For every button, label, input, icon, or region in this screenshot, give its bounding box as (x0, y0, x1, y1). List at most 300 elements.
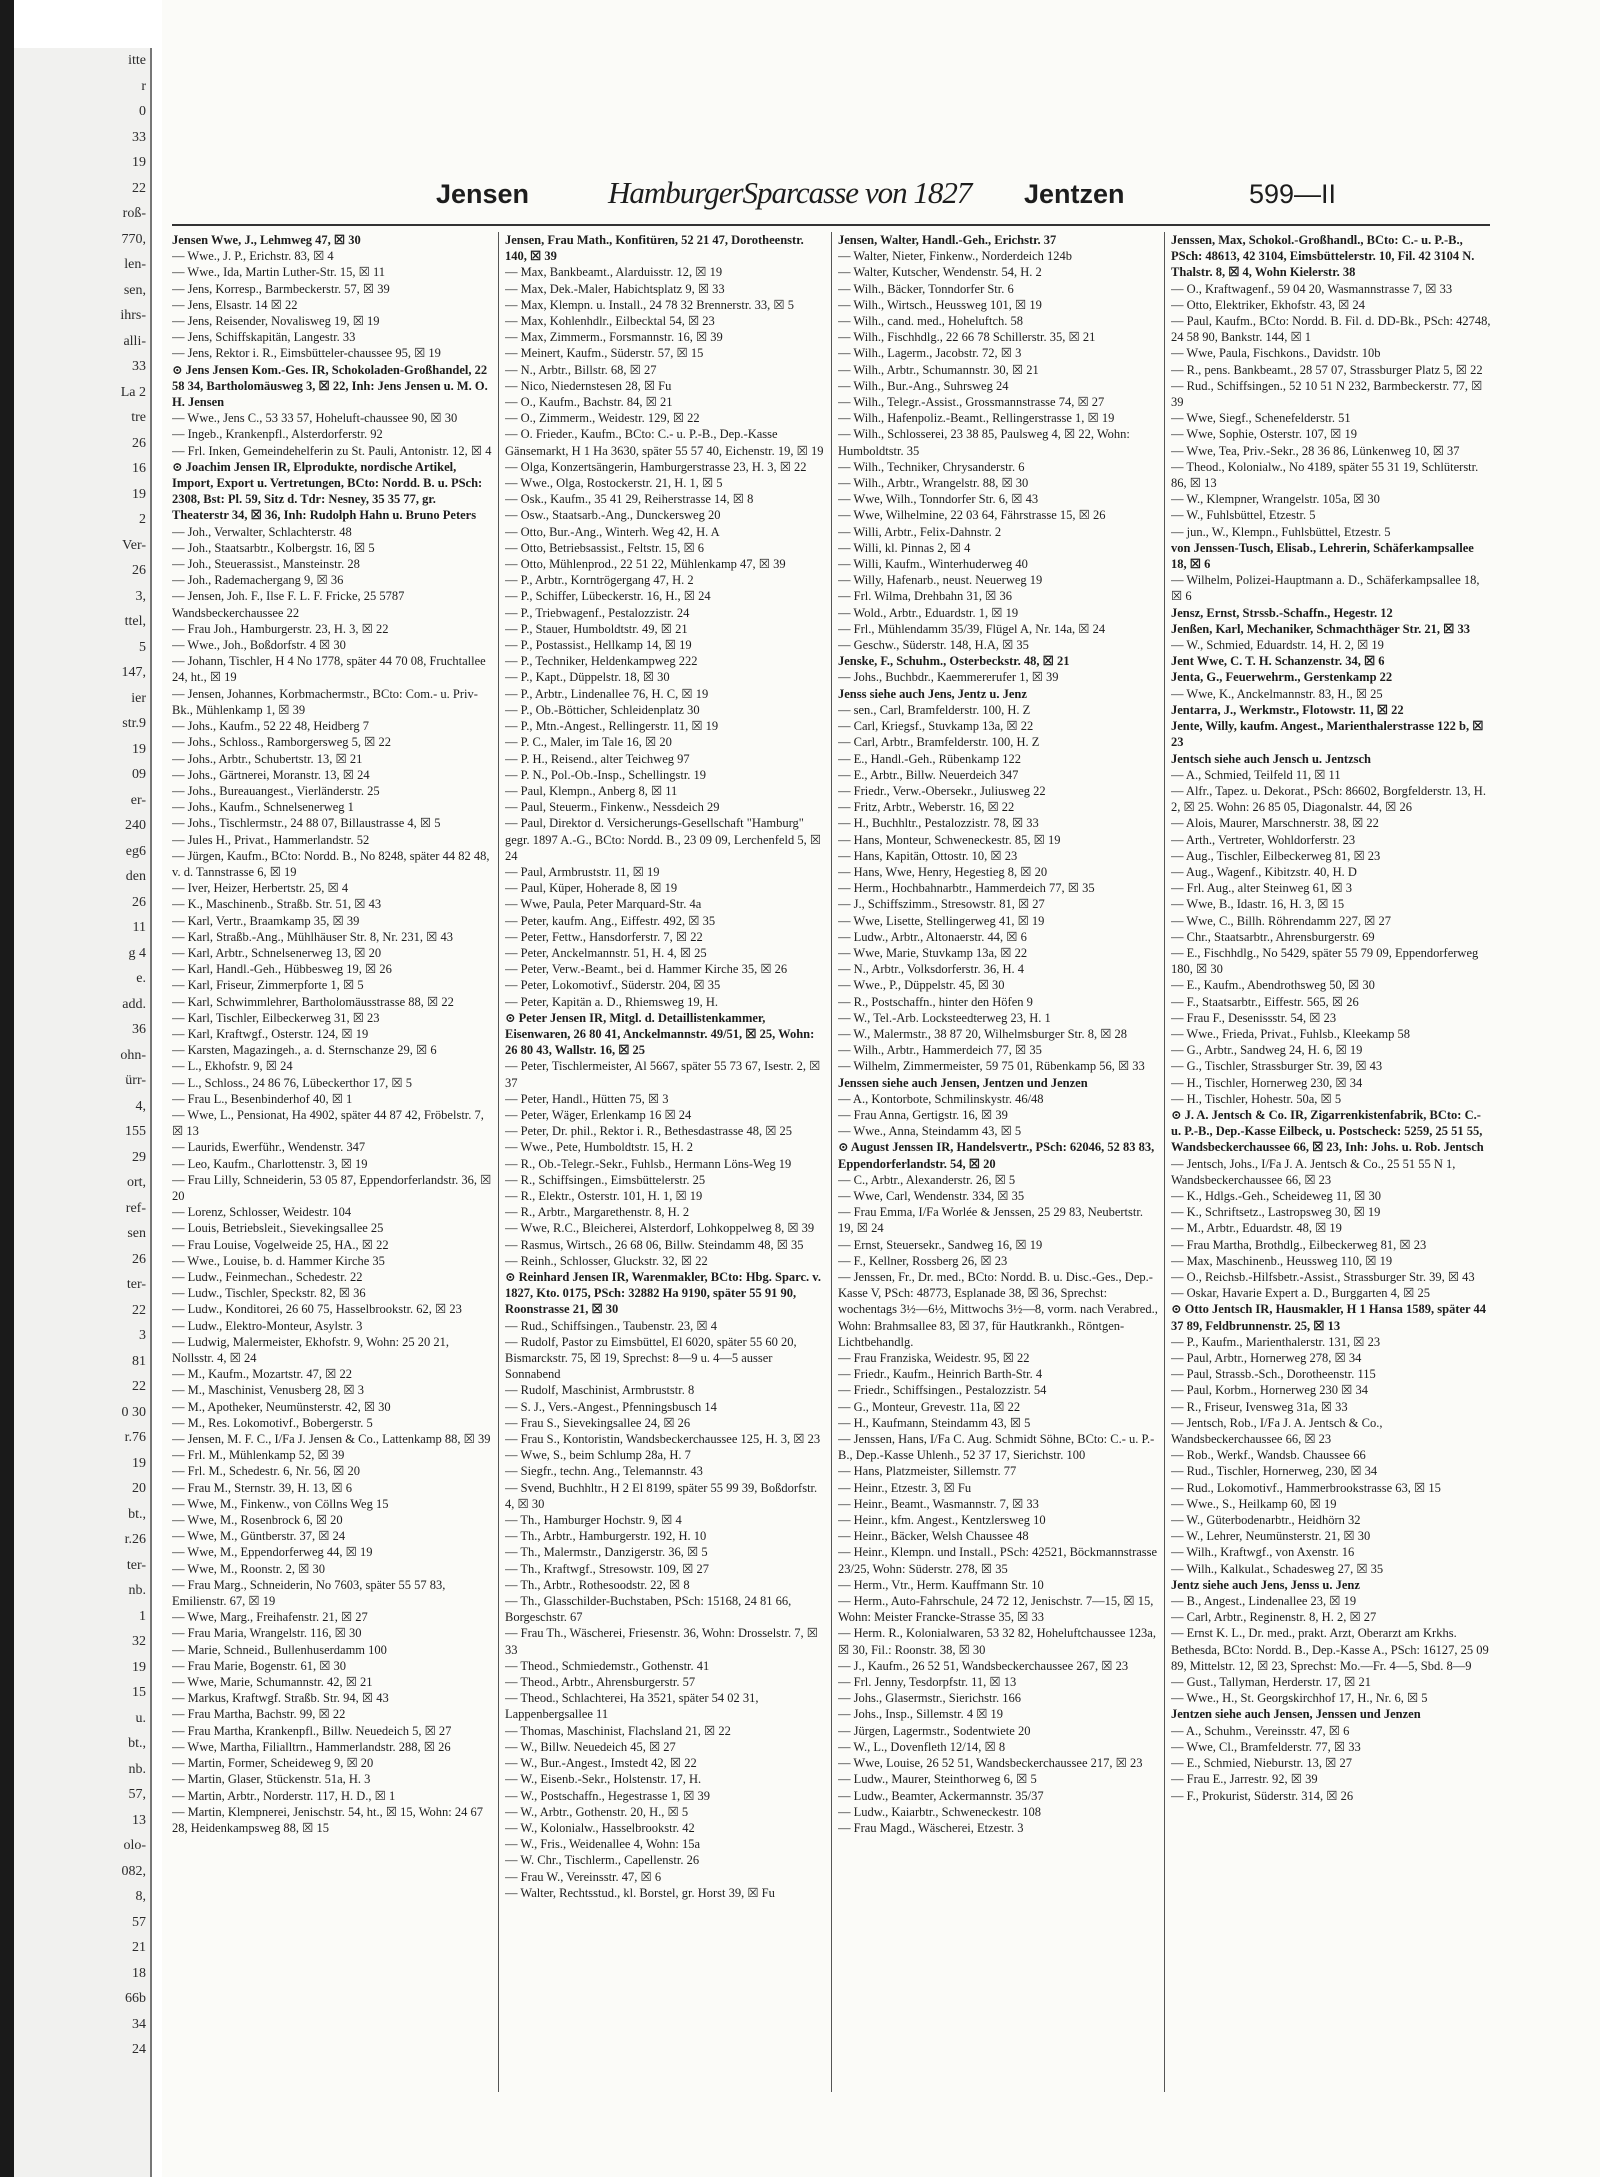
directory-entry: — M., Kaufm., Mozartstr. 47, ☒ 22 (172, 1367, 352, 1382)
directory-entry: — Max, Dek.-Maler, Habichtsplatz 9, ☒ 33 (505, 281, 725, 296)
directory-entry: — Karl, Tischler, Eilbeckerweg 31, ☒ 23 (172, 1010, 380, 1025)
previous-page-fragment: ohn- (120, 1047, 146, 1063)
directory-entry: — Frau Martha, Krankenpfl., Billw. Neuedeich 5, ☒ 27 (172, 1723, 452, 1738)
directory-entry: — R., Schiffsingen., Eimsbüttelerstr. 25 (505, 1172, 706, 1187)
directory-entry: — Frau Maria, Wrangelstr. 116, ☒ 30 (172, 1626, 362, 1641)
directory-entry: — W., Postschaffn., Hegestrasse 1, ☒ 39 (505, 1788, 711, 1803)
previous-page-fragment: 19 (132, 155, 146, 170)
directory-entry: — Jens, Reisender, Novalisweg 19, ☒ 19 (172, 314, 380, 329)
directory-entry: — K., Maschinenb., Straßb. Str. 51, ☒ 43 (172, 897, 382, 912)
directory-entry: — P. H., Reisend., alter Teichweg 97 (505, 751, 690, 766)
directory-entry: — Wwe., Anna, Steindamm 43, ☒ 5 (838, 1124, 1022, 1139)
directory-entry: — Frau Joh., Hamburgerstr. 23, H. 3, ☒ 22 (172, 621, 389, 636)
directory-entry: — Wwe, Lisette, Stellingerweg 41, ☒ 19 (838, 913, 1045, 928)
directory-entry: — Th., Glasschilder-Buchstaben, PSch: 15168, 24 81 66, Borgeschstr. 67 (505, 1594, 792, 1625)
directory-entry: — Peter, Fettw., Hansdorferstr. 7, ☒ 22 (505, 929, 703, 944)
directory-entry: Jentz siehe auch Jens, Jenss u. Jenz (1171, 1577, 1360, 1592)
directory-entry: — Ludw., Arbtr., Altonaerstr. 44, ☒ 6 (838, 929, 1027, 944)
directory-entry: — Wwe, Marie, Stuvkamp 13a, ☒ 22 (838, 945, 1028, 960)
directory-entry: — Thomas, Maschinist, Flachsland 21, ☒ 22 (505, 1723, 731, 1738)
directory-entry: — Johs., Arbtr., Schubertstr. 13, ☒ 21 (172, 751, 363, 766)
directory-entry: — Walter, Kutscher, Wendenstr. 54, H. 2 (838, 265, 1042, 280)
directory-entry: — Th., Arbtr., Hamburgerstr. 192, H. 10 (505, 1529, 707, 1544)
directory-entry: — Ludw., Elektro-Monteur, Asylstr. 3 (172, 1318, 363, 1333)
directory-entry: — O., Reichsb.-Hilfsbetr.-Assist., Strassburger Str. 39, ☒ 43 (1171, 1270, 1475, 1284)
directory-entry: — Wwe, M., Rosenbrock 6, ☒ 20 (172, 1513, 343, 1528)
previous-page-fragment: 36 (132, 1022, 146, 1037)
directory-entry: — Peter, Handl., Hütten 75, ☒ 3 (505, 1091, 669, 1106)
directory-entry: — Laurids, Ewerführ., Wendenstr. 347 (172, 1140, 366, 1155)
directory-entry: — Frl. Jenny, Tesdorpfstr. 11, ☒ 13 (838, 1675, 1017, 1690)
directory-entry: — Karl, Straßb.-Ang., Mühlhäuser Str. 8, Nr. 231, ☒ 43 (172, 929, 453, 944)
directory-entry: — Frau E., Jarrestr. 92, ☒ 39 (1171, 1772, 1318, 1787)
directory-entry: — Wwe., J. P., Erichstr. 83, ☒ 4 (172, 249, 334, 264)
directory-entry: — W., Schmied, Eduardstr. 14, H. 2, ☒ 19 (1171, 638, 1384, 653)
directory-entry: — R., pens. Bankbeamt., 28 57 07, Strassburger Platz 5, ☒ 22 (1171, 362, 1483, 377)
directory-entry: — Willi, kl. Pinnas 2, ☒ 4 (838, 540, 971, 555)
previous-page-fragment: 22 (132, 180, 146, 196)
directory-entry: — Johann, Tischler, H 4 No 1778, später 44 70 08, Fruchtallee 24, ht., ☒ 19 (172, 654, 486, 685)
directory-entry: — Frl. Aug., alter Steinweg 61, ☒ 3 (1171, 881, 1352, 896)
directory-entry: — Frau Anna, Gertigstr. 16, ☒ 39 (838, 1107, 1008, 1122)
previous-page-fragment: 15 (132, 1685, 146, 1700)
directory-entry: — Paul, Strassb.-Sch., Dorotheenstr. 115 (1171, 1367, 1376, 1382)
directory-entry: — P., Stauer, Humboldtstr. 49, ☒ 21 (505, 621, 688, 636)
directory-entry: — Wilh., Schlosserei, 23 38 85, Paulsweg 4, ☒ 22, Wohn: Humboldtstr. 35 (838, 427, 1130, 458)
directory-entry: — Jürgen, Kaufm., BCto: Nordd. B., No 8248, später 44 82 48, v. d. Tannstrasse 6, ☒ 19 (172, 848, 490, 879)
previous-page-fragment: str.9 (122, 716, 146, 731)
directory-entry: — Herm. R., Kolonialwaren, 53 32 82, Hoheluftchaussee 123a, ☒ 30, Fil.: Roonstr. 38, ☒ 30 (838, 1626, 1156, 1657)
directory-entry: — Paul, Direktor d. Versicherungs-Gesellschaft "Hamburg" gegr. 1897 A.-G., BCto: Nordd. B., 23 09 09, Lerchenfeld 5, ☒ 24 (505, 816, 822, 863)
directory-entry: — Leo, Kaufm., Charlottenstr. 3, ☒ 19 (172, 1156, 368, 1171)
directory-entry: Jensen, Frau Math., Konfitüren, 52 21 47, Dorotheenstr. 140, ☒ 39 (505, 233, 804, 264)
directory-entry: — Wwe, Martha, Filialltrn., Hammerlandstr. 288, ☒ 26 (172, 1739, 451, 1754)
directory-entry: — Th., Malermstr., Danzigerstr. 36, ☒ 5 (505, 1545, 708, 1560)
directory-entry: — Frau F., Desenissstr. 54, ☒ 23 (1171, 1010, 1337, 1025)
directory-entry: — F., Prokurist, Süderstr. 314, ☒ 26 (1171, 1788, 1354, 1803)
directory-entry: — Wwe., Olga, Rostockerstr. 21, H. 1, ☒ 5 (505, 476, 723, 491)
directory-entry: — B., Angest., Lindenallee 23, ☒ 19 (1171, 1594, 1357, 1609)
directory-entry: — Markus, Kraftwgf. Straßb. Str. 94, ☒ 43 (172, 1691, 389, 1706)
previous-page-fragment: g 4 (128, 945, 146, 961)
directory-entry: — J., Schiffszimm., Stresowstr. 81, ☒ 27 (838, 897, 1045, 912)
directory-entry: — Jensen, Joh. F., Ilse F. L. F. Fricke, 25 5787 Wandsbeckerchaussee 22 (172, 589, 405, 620)
directory-entry: ⊙ Peter Jensen IR, Mitgl. d. Detaillistenkammer, Eisenwaren, 26 80 41, Anckelmannstr. 49/51, ☒ 25, Wohn: 26 80 43, Wallstr. 16, ☒ 25 (505, 1010, 815, 1058)
directory-entry: — Aug., Wagenf., Kibitzstr. 40, H. D (1171, 864, 1357, 879)
directory-entry: — Peter, Tischlermeister, Al 5667, später 55 73 67, Isestr. 2, ☒ 37 (505, 1059, 821, 1090)
directory-entry: — Johs., Kaufm., 52 22 48, Heidberg 7 (172, 719, 369, 734)
directory-entry: — E., Fischhdlg., No 5429, später 55 79 09, Eppendorferweg 180, ☒ 30 (1171, 945, 1479, 977)
directory-entry: — Olga, Konzertsängerin, Hamburgerstrasse 23, H. 3, ☒ 22 (505, 459, 807, 474)
previous-page-fragment: 770, (121, 231, 146, 247)
directory-entry: — Herm., Vtr., Herm. Kauffmann Str. 10 (838, 1577, 1044, 1592)
directory-entry: — Ludw., Maurer, Steinthorweg 6, ☒ 5 (838, 1772, 1037, 1787)
previous-page-fragment: olo- (123, 1838, 146, 1853)
directory-entry: Jensz, Ernst, Strssb.-Schaffn., Hegestr. 12 (1171, 605, 1393, 620)
directory-entry: — M., Arbtr., Eduardstr. 48, ☒ 19 (1171, 1221, 1342, 1236)
previous-page-fragment: 57, (128, 1787, 146, 1802)
previous-page-fragment: Ver- (122, 537, 146, 553)
directory-entry: — Frau Martha, Bachstr. 99, ☒ 22 (172, 1707, 346, 1722)
directory-entry: — Paul, Armbruststr. 11, ☒ 19 (505, 864, 660, 879)
directory-entry: — Frl. M., Schedestr. 6, Nr. 56, ☒ 20 (172, 1464, 360, 1479)
directory-entry: — Wwe, Carl, Wendenstr. 334, ☒ 35 (838, 1188, 1025, 1203)
previous-page-fragment: ürr- (125, 1073, 146, 1088)
directory-entry: — Fritz, Arbtr., Weberstr. 16, ☒ 22 (838, 800, 1015, 815)
directory-entry: — Jentsch, Johs., I/Fa J. A. Jentsch & Co., 25 51 55 N 1, Wandsbeckerchaussee 66, ☒ 23 (1171, 1156, 1456, 1187)
directory-entry: — Carl, Kriegsf., Stuvkamp 13a, ☒ 22 (838, 719, 1034, 734)
directory-entry: — W. Chr., Tischlerm., Capellenstr. 26 (505, 1853, 700, 1868)
directory-entry: — W., Klempner, Wrangelstr. 105a, ☒ 30 (1171, 492, 1380, 507)
sparcasse-logo: HamburgerSparcasse von 1827 (608, 175, 972, 210)
directory-entry: — Johs., Kaufm., Schnelsenerweg 1 (172, 800, 354, 815)
directory-entry: — Frl. Inken, Gemeindehelferin zu St. Pauli, Antonistr. 12, ☒ 4 (172, 443, 492, 458)
directory-entry: — Theod., Schmiedemstr., Gothenstr. 41 (505, 1658, 710, 1673)
directory-entry: — Jens, Rektor i. R., Eimsbütteler-chaussee 95, ☒ 19 (172, 346, 441, 361)
directory-entry: — S. J., Vers.-Angest., Pfenningsbusch 14 (505, 1399, 717, 1414)
directory-entry: — Frl. M., Mühlenkamp 52, ☒ 39 (172, 1448, 345, 1463)
directory-entry: — Frau Franziska, Weidestr. 95, ☒ 22 (838, 1351, 1030, 1366)
directory-entry: — Hans, Wwe, Henry, Hegestieg 8, ☒ 20 (838, 864, 1048, 879)
previous-page-fragment: 0 (139, 104, 146, 119)
directory-entry: — Arth., Vertreter, Wohldorferstr. 23 (1171, 832, 1356, 847)
directory-entry: — Heinr., Etzestr. 3, ☒ Fu (838, 1480, 972, 1495)
directory-entry: — Max, Klempn. u. Install., 24 78 32 Brennerstr. 33, ☒ 5 (505, 297, 794, 312)
previous-page-fragment: 3, (135, 588, 146, 604)
previous-page-fragment: e. (136, 971, 146, 986)
previous-page-fragment: nb. (128, 1583, 146, 1598)
directory-entry: — Rud., Tischler, Hornerweg, 230, ☒ 34 (1171, 1464, 1378, 1479)
directory-entry: — Reinh., Schlosser, Gluckstr. 32, ☒ 22 (505, 1253, 708, 1268)
previous-page-fragment: 26 (132, 563, 146, 578)
directory-entry: — F., Kellner, Rossberg 26, ☒ 23 (838, 1253, 1008, 1268)
directory-entry: — G., Tischler, Strassburger Str. 39, ☒ 43 (1171, 1059, 1383, 1074)
directory-entry: — Max, Zimmerm., Forsmannstr. 16, ☒ 39 (505, 330, 723, 345)
directory-entry: — P., Ob.-Bötticher, Schleidenplatz 30 (505, 702, 700, 717)
directory-entry: — Willi, Arbtr., Felix-Dahnstr. 2 (838, 524, 1002, 539)
directory-entry: — W., Tel.-Arb. Locksteedterweg 23, H. 1 (838, 1010, 1051, 1025)
directory-entry: — Max, Kohlenhdlr., Eilbecktal 54, ☒ 23 (505, 314, 715, 329)
directory-entry: — Wilh., Arbtr., Hammerdeich 77, ☒ 35 (838, 1043, 1042, 1058)
directory-entry: — Rud., Schiffsingen., Taubenstr. 23, ☒ 4 (505, 1318, 717, 1333)
directory-entry: — Oskar, Havarie Expert a. D., Burggarten 4, ☒ 25 (1171, 1286, 1431, 1301)
column-3 (838, 232, 1158, 2092)
directory-entry: — H., Buchhltr., Pestalozzistr. 78, ☒ 33 (838, 816, 1039, 831)
previous-page-fragment: 1 (139, 1608, 146, 1624)
directory-entry: — W., L., Dovenfleth 12/14, ☒ 8 (838, 1739, 1006, 1754)
directory-entry: — W., Lehrer, Neumünsterstr. 21, ☒ 30 (1171, 1529, 1371, 1544)
directory-entry: — Rudolf, Maschinist, Armbruststr. 8 (505, 1383, 695, 1398)
directory-entry: — C., Arbtr., Alexanderstr. 26, ☒ 5 (838, 1172, 1016, 1187)
running-head (162, 175, 1600, 225)
directory-entry: — G., Monteur, Grevestr. 11a, ☒ 22 (838, 1399, 1021, 1414)
directory-entry: — Wwe, Cl., Bramfelderstr. 77, ☒ 33 (1171, 1739, 1361, 1754)
previous-page-fragment: itte (128, 53, 146, 68)
directory-entry: — Theod., Schlachterei, Ha 3521, später 54 02 31, Lappenbergsallee 11 (505, 1691, 759, 1722)
previous-page-fragment: 66b (125, 1991, 146, 2006)
directory-entry: — Wwe, M., Roonstr. 2, ☒ 30 (172, 1561, 325, 1576)
directory-entry: — Otto, Mühlenprod., 22 51 22, Mühlenkamp 47, ☒ 39 (505, 557, 786, 572)
directory-entry: — Nico, Niedernstesen 28, ☒ Fu (505, 378, 672, 393)
directory-entry: — Paul, Kaufm., BCto: Nordd. B. Fil. d. DD-Bk., PSch: 42748, 24 58 90, Bankstr. 144, ☒ 1 (1171, 314, 1491, 345)
previous-page-fragment: 11 (132, 920, 146, 935)
directory-entry: — Ludwig, Malermeister, Ekhofstr. 9, Wohn: 25 20 21, Nollsstr. 4, ☒ 24 (172, 1334, 450, 1366)
directory-entry: — Wwe, M., Güntberstr. 37, ☒ 24 (172, 1529, 346, 1544)
directory-entry: — Wwe, Sophie, Osterstr. 107, ☒ 19 (1171, 427, 1357, 442)
previous-page-fragment: 8, (135, 1889, 146, 1904)
directory-entry: — Peter, Verw.-Beamt., bei d. Hammer Kirche 35, ☒ 26 (505, 962, 788, 977)
directory-entry: — Jens, Schiffskapitän, Langestr. 33 (172, 330, 356, 345)
previous-page-fragment: 33 (132, 359, 146, 374)
directory-entry: — Friedr., Schiffsingen., Pestalozzistr. 54 (838, 1383, 1047, 1398)
directory-entry: — Karl, Vertr., Braamkamp 35, ☒ 39 (172, 913, 360, 928)
directory-entry: — Wilh., Arbtr., Wrangelstr. 88, ☒ 30 (838, 476, 1029, 491)
directory-entry: — Louis, Betriebsleit., Sievekingsallee 25 (172, 1221, 384, 1236)
directory-entry: — A., Kontorbote, Schmilinskystr. 46/48 (838, 1091, 1044, 1106)
directory-entry: ⊙ August Jenssen IR, Handelsvertr., PSch: 62046, 52 83 83, Eppendorferlandstr. 54, ☒ 20 (838, 1140, 1155, 1171)
directory-entry: — E., Arbtr., Billw. Neuerdeich 347 (838, 767, 1019, 782)
previous-page-fragment: eg6 (125, 843, 146, 859)
directory-entry: — Joh., Verwalter, Schlachterstr. 48 (172, 524, 352, 539)
directory-entry: — Hans, Monteur, Schweneckestr. 85, ☒ 19 (838, 832, 1061, 847)
directory-entry: — Walter, Nieter, Finkenw., Norderdeich 124b (838, 249, 1073, 264)
directory-entry: Jente, Willy, kaufm. Angest., Marienthalerstrasse 122 b, ☒ 23 (1171, 719, 1484, 750)
previous-page-fragment: 26 (132, 1251, 146, 1267)
directory-entry: — Theod., Kolonialw., No 4189, später 55 31 19, Schlüterstr. 86, ☒ 13 (1171, 459, 1479, 491)
directory-entry: — Karl, Friseur, Zimmerpforte 1, ☒ 5 (172, 978, 364, 993)
directory-entry: Jensen Wwe, J., Lehmweg 47, ☒ 30 (172, 233, 361, 247)
directory-entry: — Aug., Tischler, Eilbeckerweg 81, ☒ 23 (1171, 848, 1381, 863)
directory-entry: — Gust., Tallyman, Herderstr. 17, ☒ 21 (1171, 1675, 1372, 1690)
previous-page-fragment: 29 (132, 1149, 146, 1165)
directory-entry: — Iver, Heizer, Herbertstr. 25, ☒ 4 (172, 881, 349, 896)
directory-entry: — Johs., Schloss., Ramborgersweg 5, ☒ 22 (172, 735, 391, 750)
directory-entry: — Wilh., cand. med., Hoheluftch. 58 (838, 314, 1023, 329)
previous-page-fragment: len- (124, 257, 146, 272)
directory-entry: — Frau L., Besenbinderhof 40, ☒ 1 (172, 1091, 353, 1106)
directory-entry: — Heinr., kfm. Angest., Kentzlersweg 10 (838, 1513, 1046, 1528)
directory-entry: — Hans, Kapitän, Ottostr. 10, ☒ 23 (838, 848, 1018, 863)
directory-entry: — Martin, Glaser, Stückenstr. 51a, H. 3 (172, 1772, 371, 1787)
directory-entry: — P., Kaufm., Marienthalerstr. 131, ☒ 23 (1171, 1334, 1381, 1349)
directory-entry: — Johs., Insp., Sillemstr. 4 ☒ 19 (838, 1707, 1004, 1722)
directory-entry: — Wwe, B., Idastr. 16, H. 3, ☒ 15 (1171, 897, 1345, 912)
previous-page-fragment: 16 (132, 461, 146, 476)
directory-entry: — Alfr., Tapez. u. Dekorat., PSch: 86602, Borgfelderstr. 13, H. 2, ☒ 25. Wohn: 26 85 05, Diagonalstr. 44, ☒ 26 (1171, 783, 1486, 815)
directory-entry: — Rud., Schiffsingen., 52 10 51 N 232, Barmbeckerstr. 77, ☒ 39 (1171, 378, 1483, 410)
directory-entry: — Heinr., Beamt., Wasmannstr. 7, ☒ 33 (838, 1496, 1039, 1511)
previous-page-fragment: er- (130, 792, 146, 808)
previous-page-fragment: ttel, (124, 614, 146, 629)
previous-page-fragment: bt., (128, 1506, 146, 1522)
directory-entry: — Johs., Buchbdr., Kaemmererufer 1, ☒ 39 (838, 670, 1059, 685)
directory-entry: — W., Fris., Weidenallee 4, Wohn: 15a (505, 1837, 701, 1852)
directory-entry: — Wilh., Wirtsch., Heussweg 101, ☒ 19 (838, 297, 1042, 312)
directory-entry: — Wilh., Bur.-Ang., Suhrsweg 24 (838, 378, 1009, 393)
previous-page-fragment: r.26 (124, 1532, 146, 1547)
directory-entry: — Marie, Schneid., Bullenhuserdamm 100 (172, 1642, 387, 1657)
directory-entry: — Frau S., Sievekingsallee 24, ☒ 26 (505, 1415, 691, 1430)
directory-entry: Jenss siehe auch Jens, Jentz u. Jenz (838, 686, 1027, 701)
previous-page-fragment: nb. (128, 1761, 146, 1777)
directory-entry: — Wwe, Siegf., Schenefelderstr. 51 (1171, 411, 1351, 426)
directory-entry: — P., Triebwagenf., Pestalozzistr. 24 (505, 605, 690, 620)
directory-entry: — Joh., Staatsarbtr., Kolbergstr. 16, ☒ 5 (172, 540, 375, 555)
previous-page-fragment: 240 (125, 818, 146, 833)
previous-page-fragment: 2 (139, 512, 146, 527)
directory-entry: — Wwe, R.C., Bleicherei, Alsterdorf, Lohkoppelweg 8, ☒ 39 (505, 1221, 815, 1236)
previous-page-fragment: 26 (132, 894, 146, 910)
directory-entry: — Rasmus, Wirtsch., 26 68 06, Billw. Steindamm 48, ☒ 35 (505, 1237, 804, 1252)
directory-entry: — Theod., Arbtr., Ahrensburgerstr. 57 (505, 1675, 696, 1690)
directory-entry: — W., Eisenb.-Sekr., Holstenstr. 17, H. (505, 1772, 702, 1787)
directory-entry: — Jentsch, Rob., I/Fa J. A. Jentsch & Co., Wandsbeckerchaussee 66, ☒ 23 (1171, 1415, 1383, 1447)
previous-page-fragment: ihrs- (120, 308, 146, 323)
directory-entry: — Wwe, Wilh., Tonndorfer Str. 6, ☒ 43 (838, 492, 1039, 507)
previous-page-fragment: 0 30 (121, 1404, 146, 1420)
header-rule (172, 224, 1490, 226)
directory-entry: — Frl., Mühlendamm 35/39, Flügel A, Nr. 14a, ☒ 24 (838, 621, 1106, 636)
directory-entry: — Peter, kaufm. Ang., Eiffestr. 492, ☒ 35 (505, 913, 716, 928)
previous-page-fragment: 13 (132, 1812, 146, 1828)
directory-entry: — J., Kaufm., 26 52 51, Wandsbeckerchaussee 267, ☒ 23 (838, 1658, 1129, 1673)
directory-entry: — O., Kraftwagenf., 59 04 20, Wasmannstrasse 7, ☒ 33 (1171, 281, 1453, 296)
previous-page-fragment: 09 (132, 767, 146, 782)
directory-entry: — Friedr., Kaufm., Heinrich Barth-Str. 4 (838, 1367, 1043, 1382)
directory-entry: — Paul, Küper, Hoherade 8, ☒ 19 (505, 881, 678, 896)
directory-entry: ⊙ J. A. Jentsch & Co. IR, Zigarrenkistenfabrik, BCto: C.- u. P.-B., Dep.-Kasse Eilbeck, u. Postscheck: 5259, 25 51 55, Wandsbeckerchaussee 66, ☒ 23, Inh: Johs. u. Rob. Jentsch (1171, 1107, 1484, 1155)
previous-page-fragment: 19 (132, 1659, 146, 1675)
directory-entry: — Wilh., Techniker, Chrysanderstr. 6 (838, 459, 1025, 474)
directory-entry: — Wwe., Louise, b. d. Hammer Kirche 35 (172, 1253, 385, 1268)
directory-entry: — G., Arbtr., Sandweg 24, H. 6, ☒ 19 (1171, 1043, 1363, 1058)
directory-entry: — H., Tischler, Hohestr. 50a, ☒ 5 (1171, 1091, 1342, 1106)
previous-page-fragment: 19 (132, 1455, 146, 1471)
directory-entry: — Wwe, M., Eppendorferweg 44, ☒ 19 (172, 1545, 373, 1560)
directory-entry: — Th., Kraftwgf., Stresowstr. 109, ☒ 27 (505, 1561, 710, 1576)
previous-page-fragment: 34 (132, 2016, 146, 2032)
directory-entry: — K., Schriftsetz., Lastropsweg 30, ☒ 19 (1171, 1205, 1381, 1220)
directory-entry: — N., Arbtr., Volksdorferstr. 36, H. 4 (838, 962, 1024, 977)
previous-page-fragment: 18 (132, 1965, 146, 1981)
directory-entry: — P. C., Maler, im Tale 16, ☒ 20 (505, 735, 672, 750)
directory-entry: — Martin, Klempnerei, Jenischstr. 54, ht., ☒ 15, Wohn: 24 67 28, Heidenkampsweg 88, ☒ 15 (172, 1804, 483, 1835)
directory-entry: — K., Hdlgs.-Geh., Scheideweg 11, ☒ 30 (1171, 1188, 1382, 1203)
directory-entry: — Wilhelm, Polizei-Hauptmann a. D., Schäferkampsallee 18, ☒ 6 (1171, 573, 1480, 604)
directory-entry: — R., Arbtr., Margarethenstr. 8, H. 2 (505, 1205, 690, 1220)
previous-page-edge (14, 48, 152, 2177)
previous-page-fragment: 22 (132, 1379, 146, 1394)
directory-entry: — Wwe., Frieda, Privat., Fuhlsb., Kleekamp 58 (1171, 1026, 1410, 1041)
directory-entry: — Jensen, Johannes, Korbmachermstr., BCto: Com.- u. Priv-Bk., Mühlenkamp 1, ☒ 39 (172, 686, 478, 717)
directory-entry: — Max, Maschinenb., Heussweg 110, ☒ 19 (1171, 1253, 1393, 1268)
directory-entry: — E., Handl.-Geh., Rübenkamp 122 (838, 751, 1021, 766)
previous-page-fragment: 20 (132, 1481, 146, 1496)
directory-entry: — Paul, Klempn., Anberg 8, ☒ 11 (505, 783, 678, 798)
directory-entry: — Wold., Arbtr., Eduardstr. 1, ☒ 19 (838, 605, 1019, 620)
directory-entry: — E., Schmied, Nieburstr. 13, ☒ 27 (1171, 1756, 1352, 1771)
directory-entry: — Wwe., Pete, Humboldtstr. 15, H. 2 (505, 1140, 693, 1155)
directory-entry: Jenske, F., Schuhm., Osterbeckstr. 48, ☒ 21 (838, 654, 1070, 669)
directory-entry: — O., Zimmerm., Weidestr. 129, ☒ 22 (505, 411, 700, 426)
directory-entry: — Paul, Arbtr., Hornerweg 278, ☒ 34 (1171, 1351, 1362, 1366)
previous-page-fragment: 19 (132, 486, 146, 502)
directory-entry: — W., Arbtr., Gothenstr. 20, H., ☒ 5 (505, 1804, 689, 1819)
directory-entry: — Alois, Maurer, Marschnerstr. 38, ☒ 22 (1171, 816, 1379, 831)
directory-entry: — Peter, Kapitän a. D., Rhiemsweg 19, H. (505, 994, 719, 1009)
directory-entry: — Carl, Arbtr., Bramfelderstr. 100, H. Z (838, 735, 1040, 750)
previous-page-fragment: r (141, 78, 146, 94)
directory-entry: — A., Schuhm., Vereinsstr. 47, ☒ 6 (1171, 1723, 1350, 1738)
directory-entry: — Wwe, Wilhelmine, 22 03 64, Fährstrasse 15, ☒ 26 (838, 508, 1106, 523)
previous-page-fragment: u. (135, 1710, 146, 1726)
previous-page-fragment: 5 (139, 639, 146, 655)
previous-page-fragment: ter- (126, 1277, 146, 1292)
directory-entry: — P. N., Pol.-Ob.-Insp., Schellingstr. 19 (505, 767, 707, 782)
directory-entry: Jent Wwe, C. T. H. Schanzenstr. 34, ☒ 6 (1171, 654, 1385, 669)
previous-page-fragment: ref- (125, 1200, 146, 1216)
previous-page-fragment: 26 (132, 435, 146, 451)
previous-page-fragment: 19 (132, 741, 146, 757)
directory-entry: — Svend, Buchhltr., H 2 El 8199, später 55 99 39, Boßdorfstr. 4, ☒ 30 (505, 1480, 818, 1511)
directory-entry: — W., Güterbodenarbtr., Heidhörn 32 (1171, 1513, 1361, 1528)
directory-entry: — Th., Hamburger Hochstr. 9, ☒ 4 (505, 1513, 682, 1528)
previous-page-fragment: r.76 (124, 1430, 146, 1445)
directory-entry: — P., Mtn.-Angest., Rellingerstr. 11, ☒ 19 (505, 719, 719, 734)
directory-entry: — Frau W., Vereinsstr. 47, ☒ 6 (505, 1869, 662, 1884)
directory-entry: — Jenssen, Fr., Dr. med., BCto: Nordd. B. u. Disc.-Ges., Dep.-Kasse V, PSch: 48773, Esplanade 38, ☒ 36, Sprechst: wochentags 3½—6½, Mittwochs 3½—8, vorm. nach Verabred., Wohn: Brahmsallee 83, ☒ 37, für Hautkrankh., Röntgen-Lichtbehandlg. (838, 1270, 1158, 1349)
directory-entry: — Joh., Steuerassist., Mansteinstr. 28 (172, 557, 360, 572)
directory-entry: — Wwe, Paula, Fischkons., Davidstr. 10b (1171, 346, 1381, 361)
previous-page-fragment: 22 (132, 1302, 146, 1318)
directory-entry: — Wwe, K., Anckelmannstr. 83, H., ☒ 25 (1171, 686, 1383, 701)
directory-entry: — Paul, Korbm., Hornerweg 230 ☒ 34 (1171, 1383, 1368, 1398)
directory-entry: — H., Tischler, Hornerweg 230, ☒ 34 (1171, 1075, 1363, 1090)
directory-entry: — Ludw., Konditorei, 26 60 75, Hasselbrookstr. 62, ☒ 23 (172, 1302, 462, 1317)
directory-entry: — P., Postassist., Hellkamp 14, ☒ 19 (505, 638, 692, 653)
directory-entry: — W., Fuhlsbüttel, Etzestr. 5 (1171, 508, 1316, 523)
directory-entry: — W., Kolonialw., Hasselbrookstr. 42 (505, 1820, 695, 1835)
directory-entry: — W., Malermstr., 38 87 20, Wilhelmsburger Str. 8, ☒ 28 (838, 1026, 1128, 1041)
directory-entry: — Frau Marie, Bogenstr. 61, ☒ 30 (172, 1658, 347, 1673)
directory-entry: Jentarra, J., Werkmstr., Flotowstr. 11, ☒ 22 (1171, 702, 1404, 717)
directory-entry: ⊙ Otto Jentsch IR, Hausmakler, H 1 Hansa 1589, später 44 37 89, Feldbrunnenstr. 25, ☒ 13 (1171, 1302, 1487, 1333)
directory-entry: — P., Kapt., Düppelstr. 18, ☒ 30 (505, 670, 670, 685)
directory-columns (172, 232, 1490, 2092)
directory-entry: — Siegfr., techn. Ang., Telemannstr. 43 (505, 1464, 703, 1479)
directory-entry: — Friedr., Verw.-Obersekr., Juliusweg 22 (838, 783, 1046, 798)
directory-entry: — Rob., Werkf., Wandsb. Chaussee 66 (1171, 1448, 1366, 1463)
directory-entry: — P., Schiffer, Lübeckerstr. 16, H., ☒ 24 (505, 589, 711, 604)
directory-entry: Jenta, G., Feuerwehrm., Gerstenkamp 22 (1171, 670, 1393, 685)
directory-entry: — Martin, Arbtr., Norderstr. 117, H. D., ☒ 1 (172, 1788, 396, 1803)
directory-page (162, 0, 1600, 2177)
directory-entry: — Hans, Platzmeister, Sillemstr. 77 (838, 1464, 1017, 1479)
directory-entry: — W., Billw. Neuedeich 45, ☒ 27 (505, 1739, 676, 1754)
directory-entry: — Heinr., Klempn. und Install., PSch: 42521, Böckmannstrasse 23/25, Wohn: Süderstr. 278, ☒ 35 (838, 1545, 1158, 1576)
directory-entry: — Karl, Arbtr., Schnelsenerweg 13, ☒ 20 (172, 945, 382, 960)
directory-entry: Jenssen, Max, Schokol.-Großhandl., BCto: C.- u. P.-B., PSch: 48613, 42 3104, Eimsbüttelerstr. 10, Fil. 42 3104 N. Thalstr. 8, ☒ 4, Wohn Kielerstr. 38 (1171, 233, 1475, 280)
previous-page-fragment: La 2 (120, 384, 146, 400)
directory-entry: — F., Staatsarbtr., Eiffestr. 565, ☒ 26 (1171, 994, 1359, 1009)
previous-page-fragment: 3 (139, 1328, 146, 1343)
previous-page-fragment: 4, (135, 1098, 146, 1114)
directory-entry: — Herm., Auto-Fahrschule, 24 72 12, Jenischstr. 7—15, ☒ 15, Wohn: Meister Francke-Strasse 35, ☒ 33 (838, 1594, 1154, 1625)
directory-entry: — Ernst, Steuersekr., Sandweg 16, ☒ 19 (838, 1237, 1043, 1252)
directory-entry: — Wwe., Jens C., 53 33 57, Hoheluft-chaussee 90, ☒ 30 (172, 411, 458, 426)
directory-entry: — Wilh., Lagerm., Jacobstr. 72, ☒ 3 (838, 346, 1022, 361)
previous-page-fragment: sen (127, 1226, 146, 1241)
